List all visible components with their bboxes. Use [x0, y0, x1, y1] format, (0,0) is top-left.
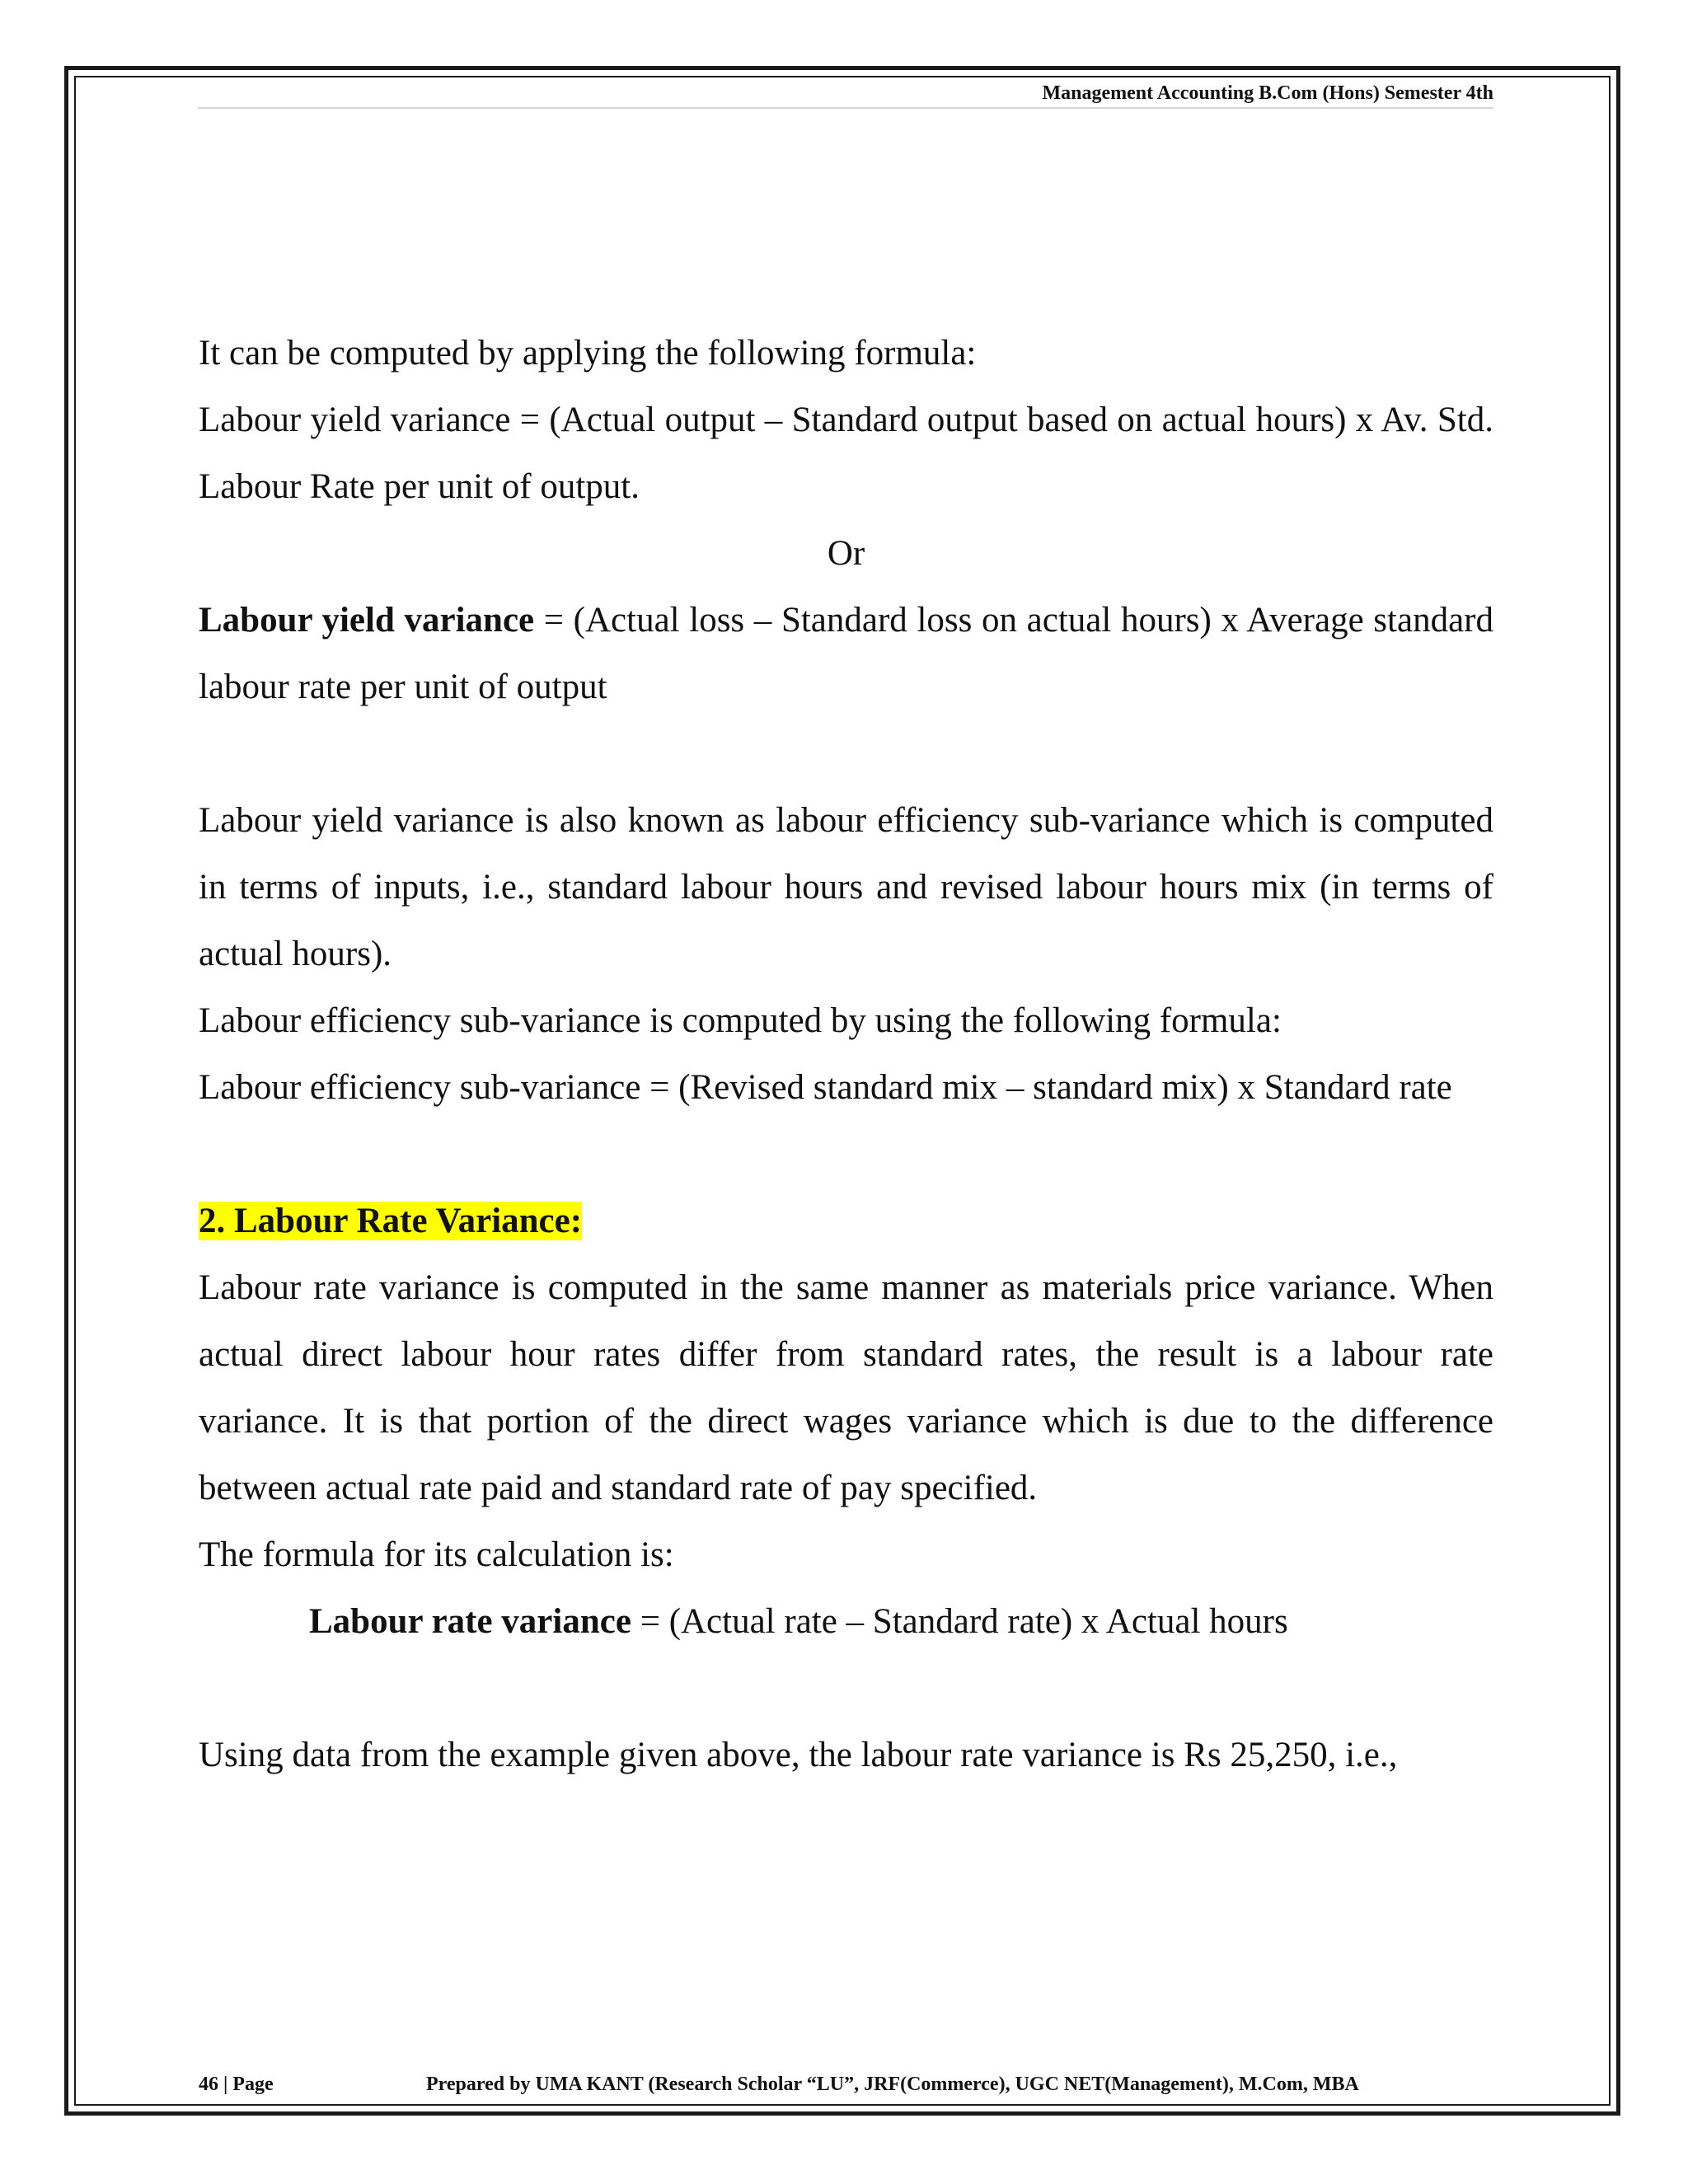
- efficiency-formula-intro: Labour efficiency sub-variance is computed by using the following formula:: [199, 1001, 1282, 1040]
- rate-formula-intro: The formula for its calculation is:: [199, 1535, 674, 1574]
- efficiency-sub-variance-paragraph: Labour yield variance is also known as labour efficiency sub-variance which is computed in terms of inputs, i.e., standard labour hours and revised labour hours mix (in terms of actual hours).: [199, 801, 1493, 973]
- spacer: [199, 720, 1493, 787]
- yield-variance-alt-formula: [199, 587, 1493, 720]
- spacer: [199, 1121, 1493, 1188]
- section-heading: [199, 1188, 1493, 1254]
- prepared-by: Prepared by UMA KANT (Research Scholar “LU”, JRF(Commerce), UGC NET(Management), M.Com, MBA: [426, 2074, 1359, 2095]
- yield-variance-term: Labour yield variance: [199, 601, 535, 640]
- intro-paragraph: It can be computed by applying the following formula:: [199, 334, 977, 373]
- page-number: 46 | Page: [199, 2074, 274, 2095]
- section-heading-text: 2. Labour Rate Variance:: [199, 1202, 583, 1240]
- example-paragraph: Using data from the example given above, the labour rate variance is Rs 25,250, i.e.,: [199, 1736, 1398, 1774]
- rate-variance-formula: [199, 1588, 1493, 1655]
- page-footer: [199, 2070, 1493, 2098]
- yield-variance-formula: Labour yield variance = (Actual output – Standard output based on actual hours) x Av. Std. Labour Rate per unit of output.: [199, 401, 1493, 506]
- yield-variance-alt-expression: = (Actual loss – Standard loss on actual hours) x Average standard labour rate per unit of output: [199, 601, 1493, 706]
- efficiency-sub-variance-formula: Labour efficiency sub-variance = (Revised standard mix – standard mix) x Standard rate: [199, 1068, 1452, 1107]
- rate-variance-term: Labour rate variance: [309, 1602, 631, 1641]
- page-header: [198, 79, 1493, 109]
- or-separator: Or: [827, 534, 865, 573]
- page-content: [199, 320, 1493, 1788]
- header-title: Management Accounting B.Com (Hons) Semester 4th: [1042, 82, 1493, 104]
- spacer: [199, 1655, 1493, 1722]
- rate-variance-paragraph: Labour rate variance is computed in the same manner as materials price variance. When actual direct labour hour rates differ from standard rates, the result is a labour rate variance. It is that portion of the direct wages variance which is due to the difference between actual rate paid and standard rate of pay specified.: [199, 1268, 1493, 1507]
- rate-variance-expression: = (Actual rate – Standard rate) x Actual hours: [631, 1602, 1288, 1641]
